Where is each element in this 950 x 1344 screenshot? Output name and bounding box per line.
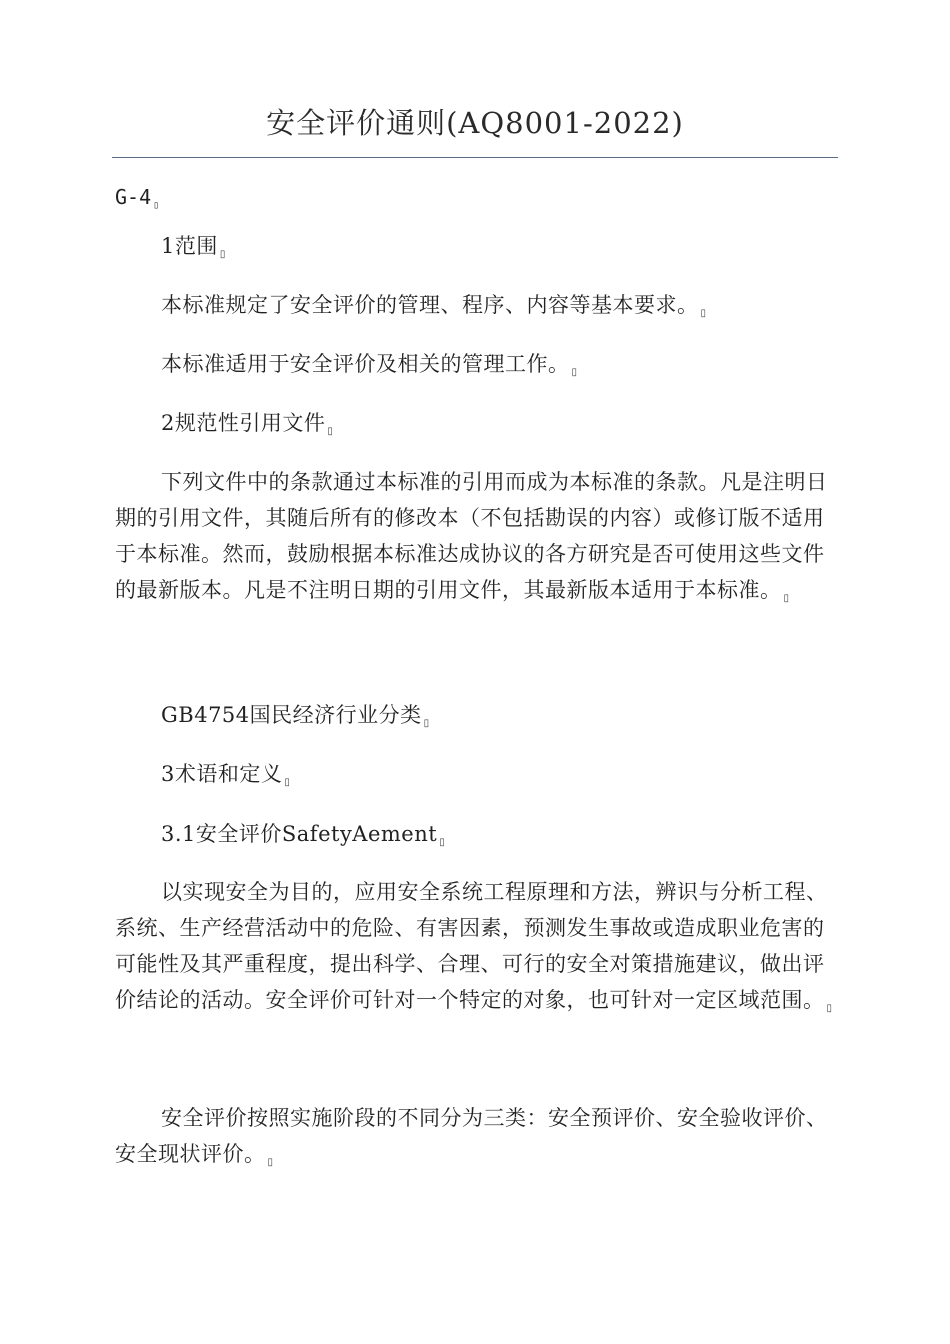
document-title: 安全评价通则(AQ8001-2022) [266,106,684,140]
document-code-text: G-4 [115,185,152,209]
paragraph-classification-text: 安全评价按照实施阶段的不同分为三类：安全预评价、安全验收评价、安全现状评价。 [115,1106,828,1166]
section-heading-scope [115,228,835,273]
paragraph-mark: ▯ [571,367,578,378]
paragraph-references [115,464,835,617]
subsection-heading-safety-assessment [115,816,835,861]
paragraph-mark: ▯ [439,837,446,848]
subsection-heading-safety-assessment-text: 3.1安全评价SafetyAement [161,822,438,846]
paragraph-mark: ▯ [423,718,430,729]
paragraph-definition [115,874,835,1027]
paragraph-scope-1 [115,287,835,332]
paragraph-mark: ▯ [153,200,160,211]
title-divider [112,157,838,158]
paragraph-mark: ▯ [783,593,790,604]
section-heading-references-text: 2规范性引用文件 [161,411,326,435]
paragraph-mark: ▯ [267,1157,274,1168]
paragraph-definition-text: 以实现安全为目的，应用安全系统工程原理和方法，辨识与分析工程、系统、生产经营活动中的危险、有害因素，预测发生事故或造成职业危害的可能性及其严重程度，提出科学、合理、可行的安全对策措施建议，做出评价结论的活动。安全评价可针对一个特定的对象，也可针对一定区域范围。 [115,880,828,1012]
section-heading-terms-text: 3术语和定义 [161,762,283,786]
paragraph-mark: ▯ [327,426,334,437]
paragraph-mark: ▯ [700,308,707,319]
paragraph-mark: ▯ [826,1003,833,1014]
paragraph-references-text: 下列文件中的条款通过本标准的引用而成为本标准的条款。凡是注明日期的引用文件，其随后所有的修改本（不包括勘误的内容）或修订版不适用于本标准。然而，鼓励根据本标准达成协议的各方研究是否可使用这些文件的最新版本。凡是不注明日期的引用文件，其最新版本适用于本标准。 [115,470,828,602]
paragraph-gb4754-text: GB4754国民经济行业分类 [161,703,422,727]
section-heading-references [115,405,835,450]
paragraph-gb4754 [115,697,835,742]
section-heading-terms [115,756,835,801]
paragraph-mark: ▯ [284,777,291,788]
document-code [115,183,159,220]
paragraph-mark: ▯ [219,249,226,260]
paragraph-scope-2-text: 本标准适用于安全评价及相关的管理工作。 [161,352,570,376]
paragraph-scope-2 [115,346,835,391]
paragraph-classification [115,1100,835,1181]
section-heading-scope-text: 1范围 [161,234,218,258]
paragraph-scope-1-text: 本标准规定了安全评价的管理、程序、内容等基本要求。 [161,293,699,317]
